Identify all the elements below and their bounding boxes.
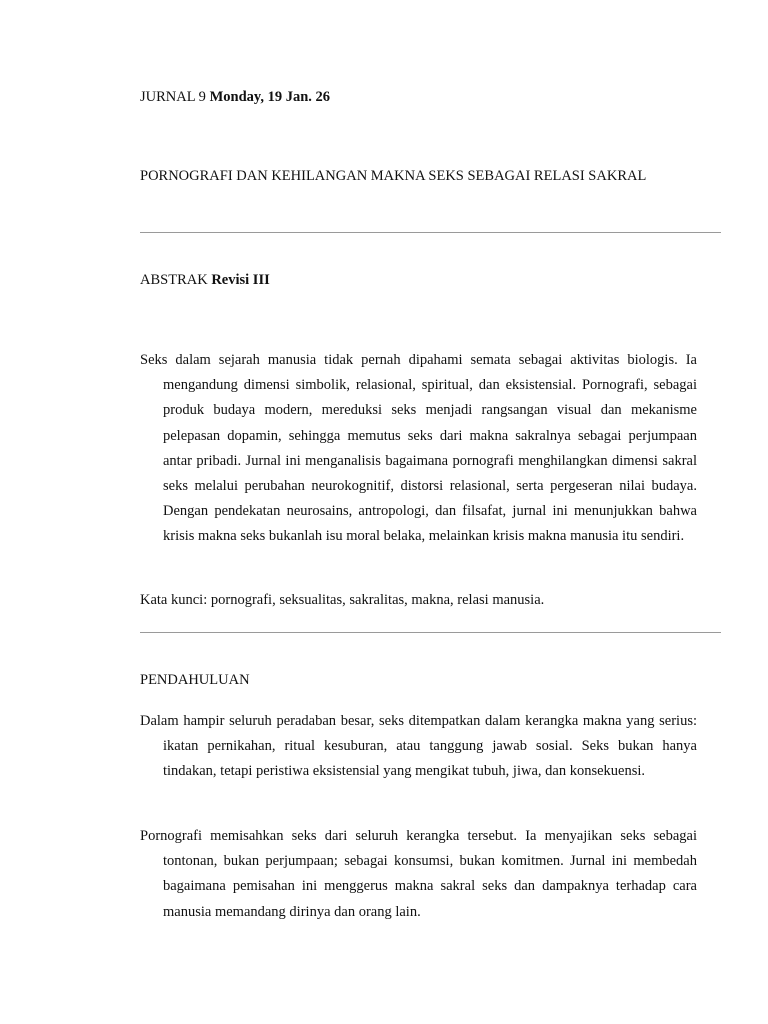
introduction-paragraph: Dalam hampir seluruh peradaban besar, seks ditempatkan dalam kerangka makna yang serius: ikatan pernikahan, ritual kesuburan, atau tanggung jawab sosial. Seks bukan hanya tindakan, tetapi peristiwa eksistensial yang mengikat tubuh, jiwa, dan konsekuensi.: [140, 713, 697, 780]
journal-header: [140, 87, 674, 107]
abstract-heading: [140, 270, 674, 290]
journal-date: Monday, 19 Jan. 26: [209, 89, 331, 105]
revision-label: Revisi III: [211, 272, 270, 288]
document-title: PORNOGRAFI DAN KEHILANGAN MAKNA SEKS SEBAGAI RELASI SAKRAL: [140, 168, 647, 184]
journal-label: JURNAL 9: [140, 89, 206, 105]
horizontal-divider: [140, 232, 721, 233]
keywords-line: Kata kunci: pornografi, seksualitas, sakralitas, makna, relasi manusia.: [140, 592, 545, 608]
section-heading-introduction: PENDAHULUAN: [140, 672, 250, 688]
abstract-label: ABSTRAK: [140, 272, 208, 288]
horizontal-divider: [140, 632, 721, 633]
abstract-paragraph: Seks dalam sejarah manusia tidak pernah dipahami semata sebagai aktivitas biologis. Ia mengandung dimensi simbolik, relasional, spiritual, dan eksistensial. Pornografi, sebagai produk budaya modern, mereduksi seks menjadi rangsangan visual dan mekanisme pelepasan dopamin, sehingga memutus seks dari makna sakralnya sebagai perjumpaan antar pribadi. Jurnal ini menganalisis bagaimana pornografi menghilangkan dimensi sakral seks melalui perubahan neurokognitif, distorsi relasional, serta pergeseran nilai budaya. Dengan pendekatan neurosains, antropologi, dan filsafat, jurnal ini menunjukkan bahwa krisis makna seks bukanlah isu moral belaka, melainkan krisis makna manusia itu sendiri.: [140, 352, 697, 545]
introduction-paragraph: Pornografi memisahkan seks dari seluruh kerangka tersebut. Ia menyajikan seks sebagai tontonan, bukan perjumpaan; sebagai konsumsi, bukan komitmen. Jurnal ini membedah bagaimana pemisahan ini menggerus makna sakral seks dan dampaknya terhadap cara manusia memandang dirinya dan orang lain.: [140, 828, 697, 920]
